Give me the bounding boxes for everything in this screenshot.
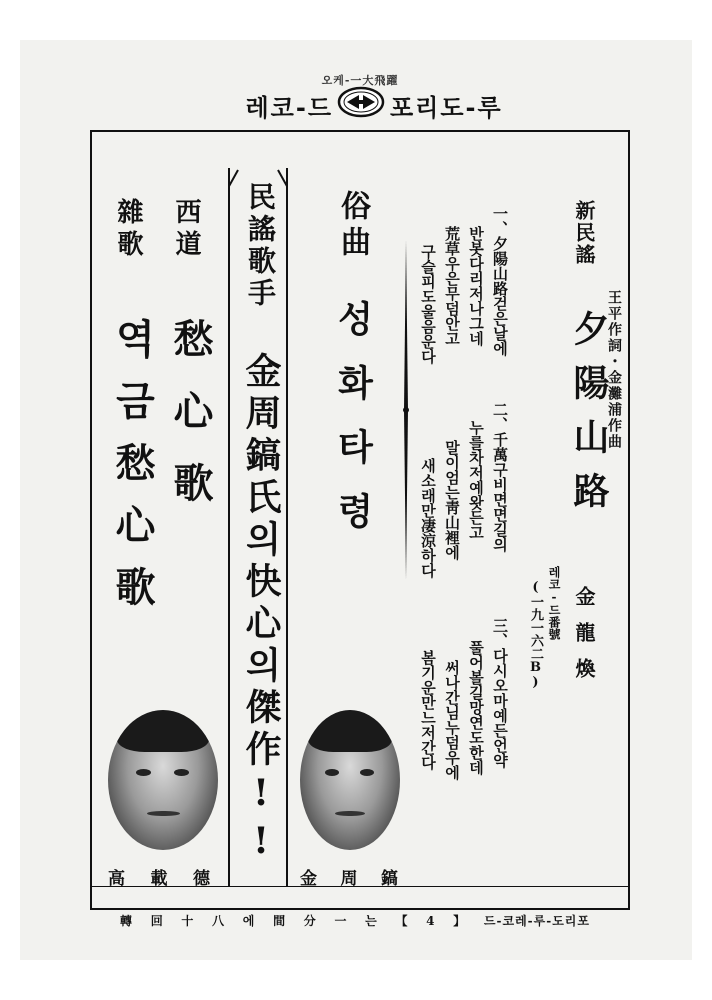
lyric-v1-l1: 一、夕陽山路걷은날에 — [491, 206, 509, 356]
header-subtitle: 오케-一大飛躍 — [321, 74, 399, 87]
portrait-kim-juho — [300, 710, 400, 850]
song-genre: 新民謠 — [572, 200, 596, 266]
lyric-v3-l2: 풀어볼길망연도한데 — [467, 640, 485, 775]
song-credits: 王平作詞・金灘浦作曲 — [606, 290, 622, 450]
header-brand-right: 포리도-루 — [390, 94, 503, 122]
header-brand-left: 레코-드 — [245, 94, 333, 122]
left-col-genre-2: 雜歌 — [113, 198, 143, 262]
left-title-a: 역금愁心歌 — [109, 318, 156, 628]
lyric-v1-l3: 荒草우은무덤안고 — [443, 226, 461, 346]
left-title-b: 愁心歌 — [167, 318, 214, 534]
record-number: (一九一六二B) — [528, 580, 543, 690]
song-title: 夕陽山路 — [568, 310, 610, 526]
lyric-v3-l4: 봄기운만느저간다 — [419, 650, 437, 770]
lyric-v2-l2: 누를차저예왓든고 — [467, 420, 485, 540]
record-number-label: 레코-드番號 — [547, 566, 561, 640]
lyric-v3-l1: 三、다시오마예든언약 — [491, 618, 509, 768]
lyric-v2-l4: 새소래만凄涼하다 — [419, 458, 437, 578]
portrait-ko-jaedeok — [108, 710, 218, 850]
footer-caption — [120, 912, 590, 929]
folk-title: 성화타령 — [332, 300, 374, 556]
folk-genre: 俗曲 — [335, 190, 370, 262]
left-col-genre: 西道 — [171, 198, 201, 262]
lyric-v1-l2: 반봇다리저나그네 — [467, 226, 485, 346]
folk-singer-name: 金周鎬 — [300, 869, 404, 889]
left-singer-name: 高載德 — [108, 869, 218, 889]
lyric-v2-l1: 二、千萬구비면면길의 — [491, 402, 509, 552]
divider-ornament — [403, 240, 409, 580]
footer-text: 轉回十八에間分一는【4】드-코레-루-도리포 — [120, 914, 590, 928]
pollydor-record-logo-icon — [337, 86, 385, 118]
center-line-2: 金周鎬氏의快心의傑作!! — [240, 352, 282, 868]
lyric-v3-l3: 써나간님누덤우에 — [443, 660, 461, 780]
song-singer: 金龍煥 — [572, 586, 596, 694]
lyric-v1-l4: 구슬피도울음운다 — [419, 244, 437, 364]
lyric-v2-l3: 말이엄는靑山裡에 — [443, 440, 461, 560]
center-line-1: 民謠歌手 — [244, 182, 277, 310]
divider-left — [228, 168, 230, 886]
